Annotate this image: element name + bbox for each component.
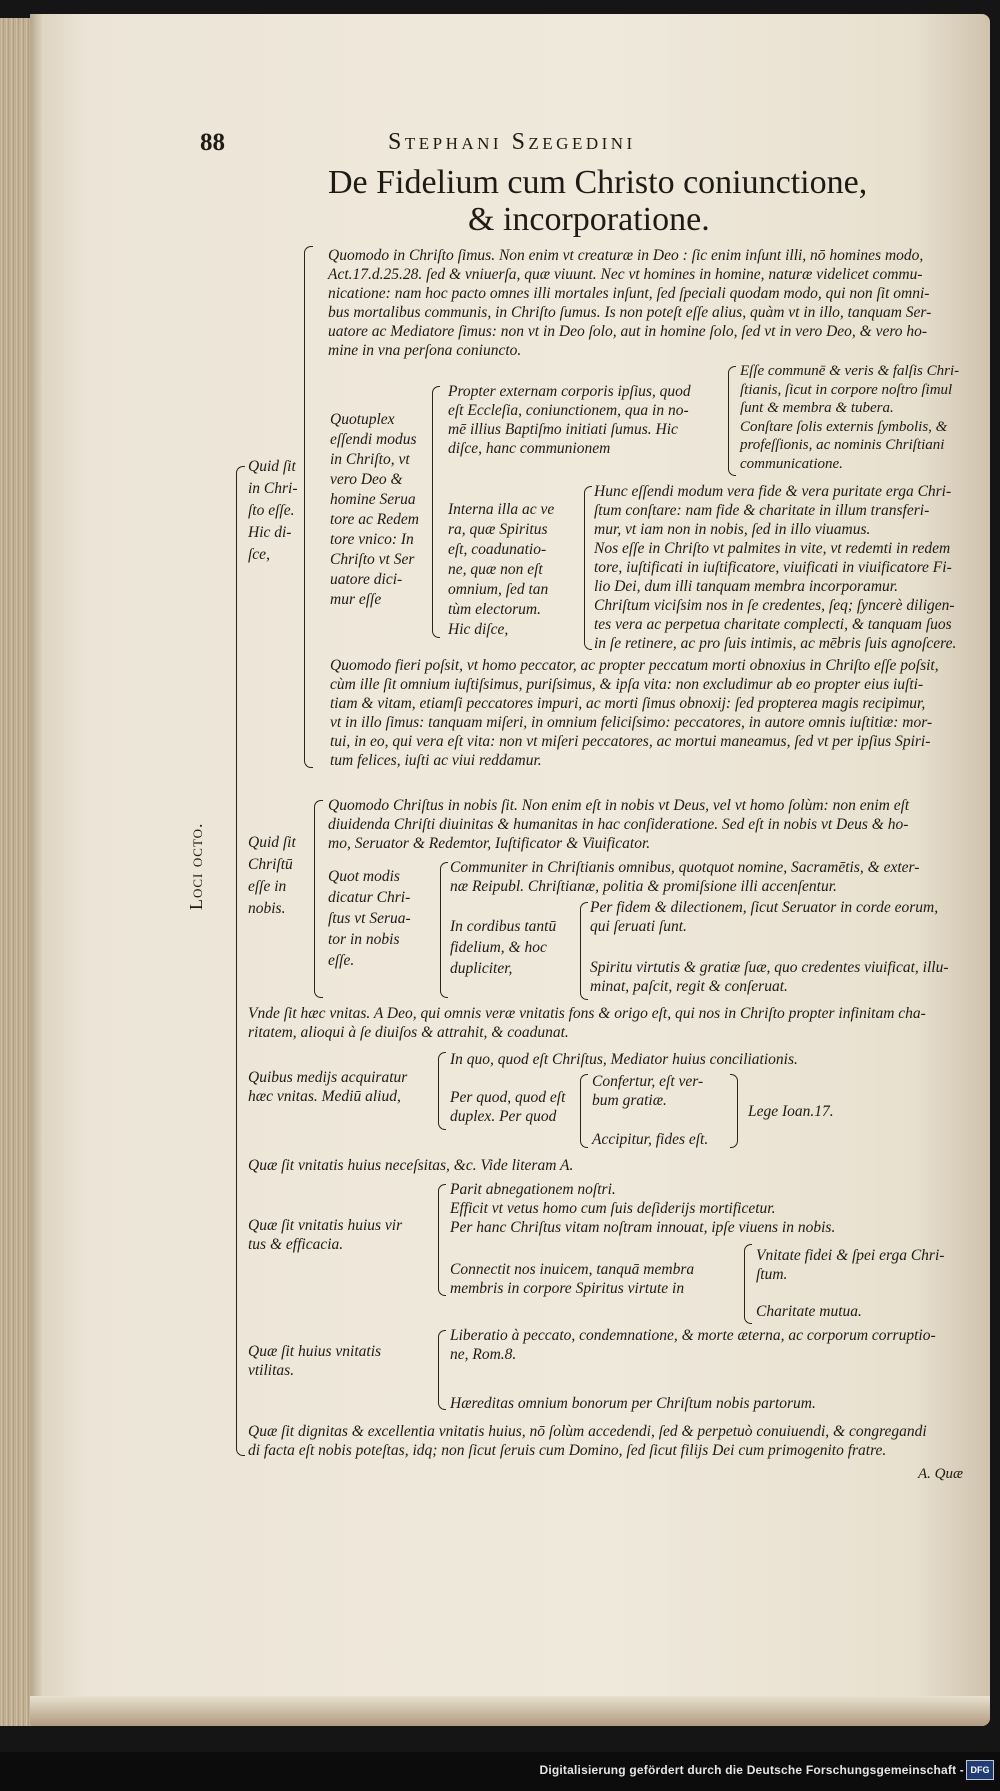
per-quod-label: Per quod, quod eſt duplex. Per quod xyxy=(450,1089,566,1125)
catchword: A. Quæ xyxy=(918,1466,963,1482)
running-head: Stephani Szegedini xyxy=(388,129,636,155)
q2-quomodo-paragraph: Quomodo Chriſtus in nobis ſit. Non enim eſt in nobis vt Deus, vel vt homo ſolùm: non enim eſt diuidenda Chriſti diuinitas & humanitas in hac conſideratione. Sed eſt in nobis vt Deus & ho- mo, Seruator & Redemtor, Iuſtificator & Viuificator. xyxy=(328,797,910,852)
liberatio-paragraph: Liberatio à peccato, condemnatione, & morte æterna, ac corporum corruptio- ne, Rom.8. xyxy=(450,1327,936,1363)
connectit-paragraph: Connectit nos inuicem, tanquā membra membris in corpore Spiritus virtute in xyxy=(450,1261,695,1297)
connectit-sub-unitate: Vnitate fidei & ſpei erga Chri- ſtum. xyxy=(756,1247,945,1283)
interna-sub-list: Hunc eſſendi modum vera fide & vera puritate erga Chri- ſtum conſtare: nam fide & charitate in illum transferi- mur, vt iam non in nobis, ſed in illo viuamus. Nos eſſe in Chriſto vt palmites in vite, vt redemti in redem tore, iuſtificati in iuſtificatore, viuificati in viuificatore Fi- lio Dei, dum illi tanquam membra incorporamur. Chriſtum viciſsim nos in ſe credentes, ſeq; ſyncerè diligen- tes vera ac perpetua charitate complecti, & tanquam ſuos in ſe retinere, ac pro ſuis intimis, ac mēbris ſuis agnoſcere. xyxy=(594,483,957,652)
lege-bracket xyxy=(730,1074,738,1148)
q1-label: Quid ſit in Chri- ſto eſſe. Hic di- ſce, xyxy=(248,458,298,563)
virtus-label: Quæ ſit vnitatis huius vir tus & efficacia. xyxy=(248,1217,403,1253)
interna-sub-bracket xyxy=(584,486,592,650)
quotuplex-label: Quotuplex eſſendi modus in Chriſto, vt vero Deo & homine Serua tore ac Redem tore vnico: In Chriſto vt Ser uatore dici- mur eſſe xyxy=(330,411,419,608)
quibus-label: Quibus medijs acquiratur hæc vnitas. Mediū aliud, xyxy=(248,1069,408,1105)
in-quo-line: In quo, quod eſt Chriſtus, Mediator huius conciliationis. xyxy=(450,1051,798,1068)
main-bracket xyxy=(236,466,245,1456)
accipitur-line: Accipitur, fides eſt. xyxy=(592,1131,709,1148)
cordibus-bracket xyxy=(580,902,588,1000)
hereditas-line: Hæreditas omnium bonorum per Chriſtum nobis partorum. xyxy=(450,1395,816,1412)
quot-modis-label: Quot modis dicatur Chri- ſtus vt Serua- tor in nobis eſſe. xyxy=(328,868,411,969)
page-number: 88 xyxy=(200,129,225,156)
quot-modis-bracket xyxy=(440,862,448,998)
cordibus-label: In cordibus tantū fidelium, & hoc dupliciter, xyxy=(450,918,557,977)
utilitas-bracket xyxy=(438,1330,446,1410)
margin-note-loci: Loci octo. xyxy=(186,822,206,910)
externam-paragraph: Propter externam corporis ipſius, quod eſt Eccleſia, coniunctionem, qua in no- mē illius Baptiſmo initiati ſumus. Hic diſce, hanc communionem xyxy=(448,383,691,457)
virtus-items: Parit abnegationem noſtri. Efficit vt vetus homo cum ſuis deſiderijs mortificetur. Per hanc Chriſtus vitam noſtram innouat, ipſe viuens in nobis. xyxy=(450,1181,836,1236)
page-title-line-1: De Fidelium cum Christo coniunctione, xyxy=(328,164,868,201)
quibus-bracket xyxy=(438,1052,446,1130)
page-bottom-edge xyxy=(30,1696,990,1726)
cordibus-spiritu: Spiritu virtutis & gratiæ ſuæ, quo credentes viuificat, illu- minat, paſcit, regit & conſeruat. xyxy=(590,959,949,995)
q1-bracket xyxy=(304,246,313,768)
quotuplex-bracket xyxy=(432,386,440,638)
q2-label: Quid ſit Chriſtū eſſe in nobis. xyxy=(248,834,296,917)
necessitas-line: Quæ ſit vnitatis huius neceſsitas, &c. Vide literam A. xyxy=(248,1157,574,1174)
dignitas-paragraph: Quæ ſit dignitas & excellentia vnitatis huius, nō ſolùm accedendi, ſed & perpetuò conuiuendi, & congregandi di facta eſt nobis poteſtas, idq; non ſicut ſeruis cum Domino, ſed ſicut filijs Dei cum primogenito fratre. xyxy=(248,1423,927,1459)
cordibus-per-fidem: Per fidem & dilectionem, ſicut Seruator in corde eorum, qui ſeruati ſunt. xyxy=(590,899,939,935)
communiter-paragraph: Communiter in Chriſtianis omnibus, quotquot nomine, Sacramētis, & exter- næ Reipubl. Chriſtianæ, politia & promiſsione illi accenſentur. xyxy=(450,859,920,895)
externam-sub-list: Eſſe communē & veris & falſis Chri- ſtianis, ſicut in corpore noſtro ſimul ſunt & membra & tubera. Conſtare ſolis externis ſymbolis, & profeſſionis, ac nominis Chriſtiani communicatione. xyxy=(740,363,960,472)
connectit-sub-charitate: Charitate mutua. xyxy=(756,1303,862,1320)
interna-label: Interna illa ac ve ra, quæ Spiritus eſt, coadunatio- ne, quæ non eſt omnium, ſed tan tùm electorum. Hic diſce, xyxy=(448,501,555,638)
page-title-line-2: & incorporatione. xyxy=(468,201,710,238)
q1-quomodo-fieri-paragraph: Quomodo fieri poſsit, vt homo peccator, ac propter peccatum morti obnoxius in Chriſto eſſe poſsit, cùm ille ſit omnium iuſtiſsimus, puriſsimus, & ipſa vita: non excludimur ab eo propter eius iuſti- tiam & vitam, etiamſi peccatores impuri, ac morti ſimus obnoxij: ſed propterea magis recipimur, vt in illo ſimus: tanquam miſeri, in omnium feliciſsimo: peccatores, in autore omnis iuſtitiæ: mor- tui, in eo, qui vera eſt vita: non vt miſeri peccatores, ac mortui maneamus, ſed vt per ipſius Spiri- tum felices, iuſti ac viui reddamur. xyxy=(330,657,939,769)
page-gutter-shadow xyxy=(30,14,44,1726)
book-page-edges xyxy=(0,18,32,1726)
connectit-bracket xyxy=(744,1244,752,1324)
digitization-credit: Digitalisierung gefördert durch die Deutsche Forschungsgemeinschaft - xyxy=(539,1763,964,1777)
externam-sub-bracket xyxy=(728,366,736,476)
virtus-bracket xyxy=(438,1184,446,1296)
dfg-logo-icon: DFG xyxy=(966,1760,994,1780)
utilitas-label: Quæ ſit huius vnitatis vtilitas. xyxy=(248,1343,382,1379)
per-quod-bracket xyxy=(580,1074,588,1148)
confertur-paragraph: Confertur, eſt ver- bum gratiæ. xyxy=(592,1073,704,1109)
lege-reference: Lege Ioan.17. xyxy=(748,1103,834,1120)
q2-bracket xyxy=(314,800,323,998)
unde-paragraph: Vnde ſit hæc vnitas. A Deo, qui omnis veræ vnitatis fons & origo eſt, qui nos in Chriſto propter infinitam cha- ritatem, alioqui à ſe diuiſos & attrahit, & coadunat. xyxy=(248,1005,926,1041)
q1-quomodo-paragraph: Quomodo in Chriſto ſimus. Non enim vt creaturæ in Deo : ſic enim inſunt illi, nō homines modo, Act.17.d.25.28. ſed & vniuerſa, quæ viuunt. Nec vt homines in homine, naturæ videlicet commu- nicatione: nam hoc pacto omnes illi mortales inſunt, ſed ſpeciali quodam modo, qui non ſit omni- bus mortalibus communis, in Chriſto ſumus. Is non poteſt eſſe alius, quàm vt in illo, tanquam Ser- uatore ac Mediatore ſimus: non vt in Deo ſolo, aut in homine ſolo, ſed vt in vero Deo, & vero ho- mine in vna perſona coniuncto. xyxy=(328,247,932,359)
